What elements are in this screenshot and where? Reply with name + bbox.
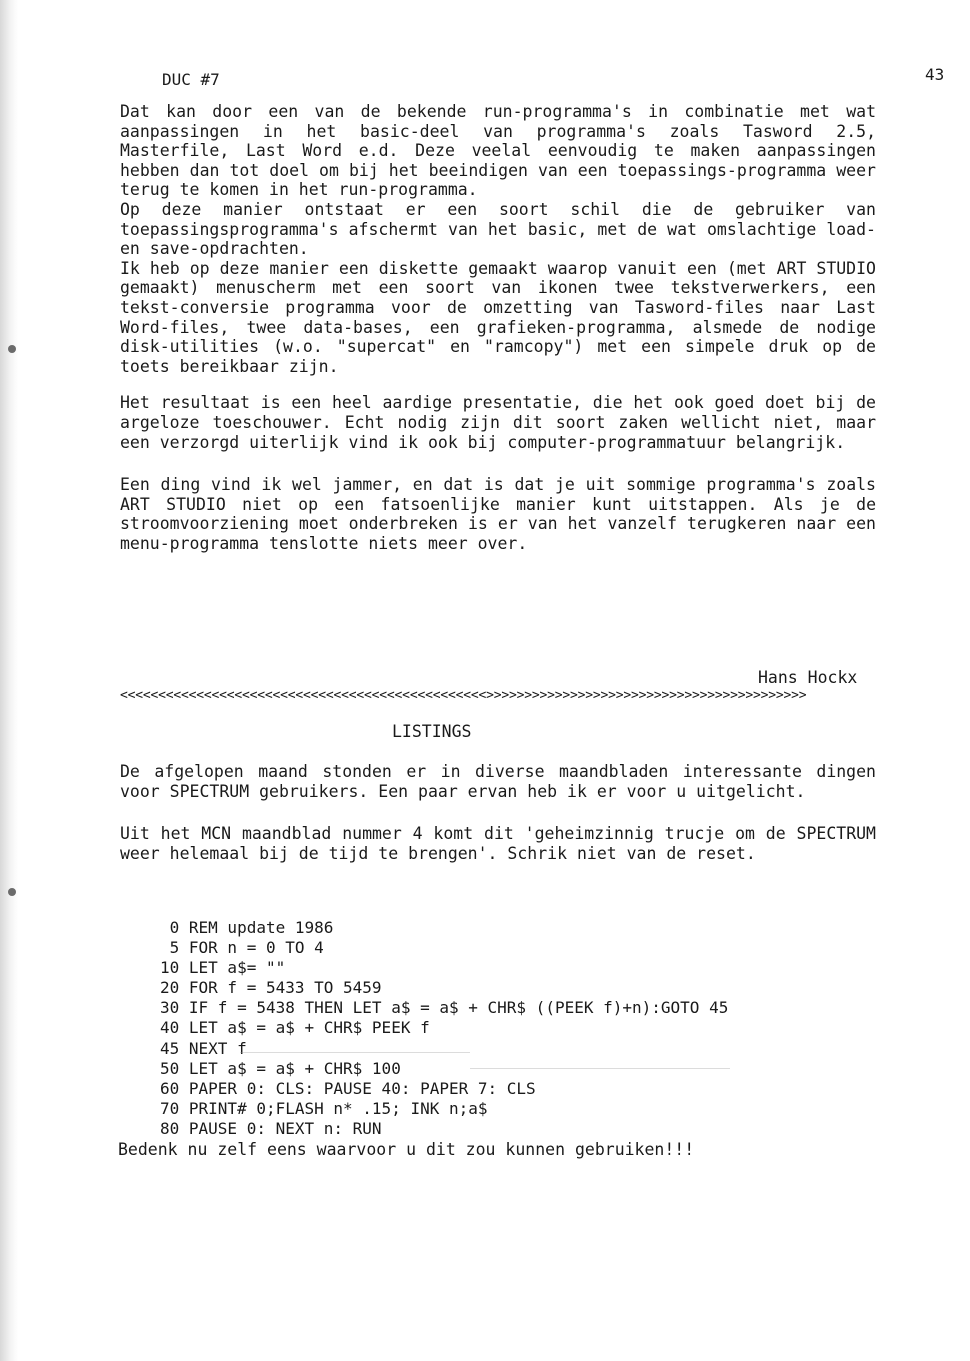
listings-body (120, 762, 886, 863)
paragraph: Op deze manier ontstaat er een soort schil die de gebruiker van toepassingsprogramma's afschermt van het basic, met de wat omslachtige load- en save-opdrachten. (120, 199, 886, 259)
punch-hole (8, 345, 16, 353)
punch-hole (8, 888, 16, 896)
copy-smudge (240, 1052, 470, 1053)
basic-code-listing: 0 REM update 1986 5 FOR n = 0 TO 4 10 LET a$= "" 20 FOR f = 5433 TO 5459 30 IF f = 5438 THEN LET a$ = a$ + CHR$ ((PEEK f)+n):GOTO 45 40 LET a$ = a$ + CHR$ PEEK f 45 NEXT f 50 LET a$ = a$ + CHR$ 100 60 PAPER 0: CLS: PAUSE 40: PAPER 7: CLS 70 PRINT# 0;FLASH n* .15; INK n;a$ 80 PAUSE 0: NEXT n: RUN (160, 918, 729, 1138)
section-divider: <<<<<<<<<<<<<<<<<<<<<<<<<<<<<<<<<<<<<<<<<<<<<<<<>>>>>>>>>>>>>>>>>>>>>>>>>>>>>>>>>>>>>>>>>> (120, 688, 807, 703)
page-edge (0, 0, 18, 1361)
page-header: DUC #7 (162, 70, 220, 89)
paragraph: Het resultaat is een heel aardige presentatie, die het ook goed doet bij de argeloze toeschouwer. Echt nodig zijn dit soort zaken wellicht niet, maar een verzorgd uiterlijk vind ik ook bij computer-programmatuur belangrijk. (120, 393, 886, 452)
copy-smudge (470, 1068, 730, 1069)
page-number: 43 (925, 65, 945, 84)
paragraph: Uit het MCN maandblad nummer 4 komt dit 'geheimzinnig trucje om de SPECTRUM weer helemaal bij de tijd te brengen'. Schrik niet van de reset. (120, 824, 886, 863)
article-body (120, 102, 886, 553)
closing-line: Bedenk nu zelf eens waarvoor u dit zou kunnen gebruiken!!! (118, 1140, 695, 1159)
section-heading: LISTINGS (392, 722, 472, 741)
author-signature: Hans Hockx (758, 668, 858, 687)
paragraph: Ik heb op deze manier een diskette gemaakt waarop vanuit een (met ART STUDIO gemaakt) menuscherm met een soort van ikonen twee tekstverwerkers, een tekst-conversie programma voor de omzetting van Tasword-files naar Last Word-files, twee data-bases, een grafieken-programma, alsmede de nodige disk-utilities (w.o. "supercat" en "ramcopy") met een simpele druk op de toets bereikbaar zijn. (120, 258, 886, 376)
paragraph: Dat kan door een van de bekende run-programma's in combinatie met wat aanpassingen in het basic-deel van programma's zoals Tasword 2.5, Masterfile, Last Word e.d. Deze veelal eenvoudig te maken aanpassingen hebben dan tot doel om bij het beeindigen van een toepassings-programma weer terug te komen in het run-programma. (120, 102, 886, 200)
paragraph: De afgelopen maand stonden er in diverse maandbladen interessante dingen voor SPECTRUM gebruikers. Een paar ervan heb ik er voor u uitgelicht. (120, 762, 886, 801)
paragraph: Een ding vind ik wel jammer, en dat is dat je uit sommige programma's zoals ART STUDIO niet op een fatsoenlijke manier kunt uitstappen. Als je de stroomvoorziening moet onderbreken is er van het vanzelf terugkeren naar een menu-programma tenslotte niets meer over. (120, 475, 886, 553)
